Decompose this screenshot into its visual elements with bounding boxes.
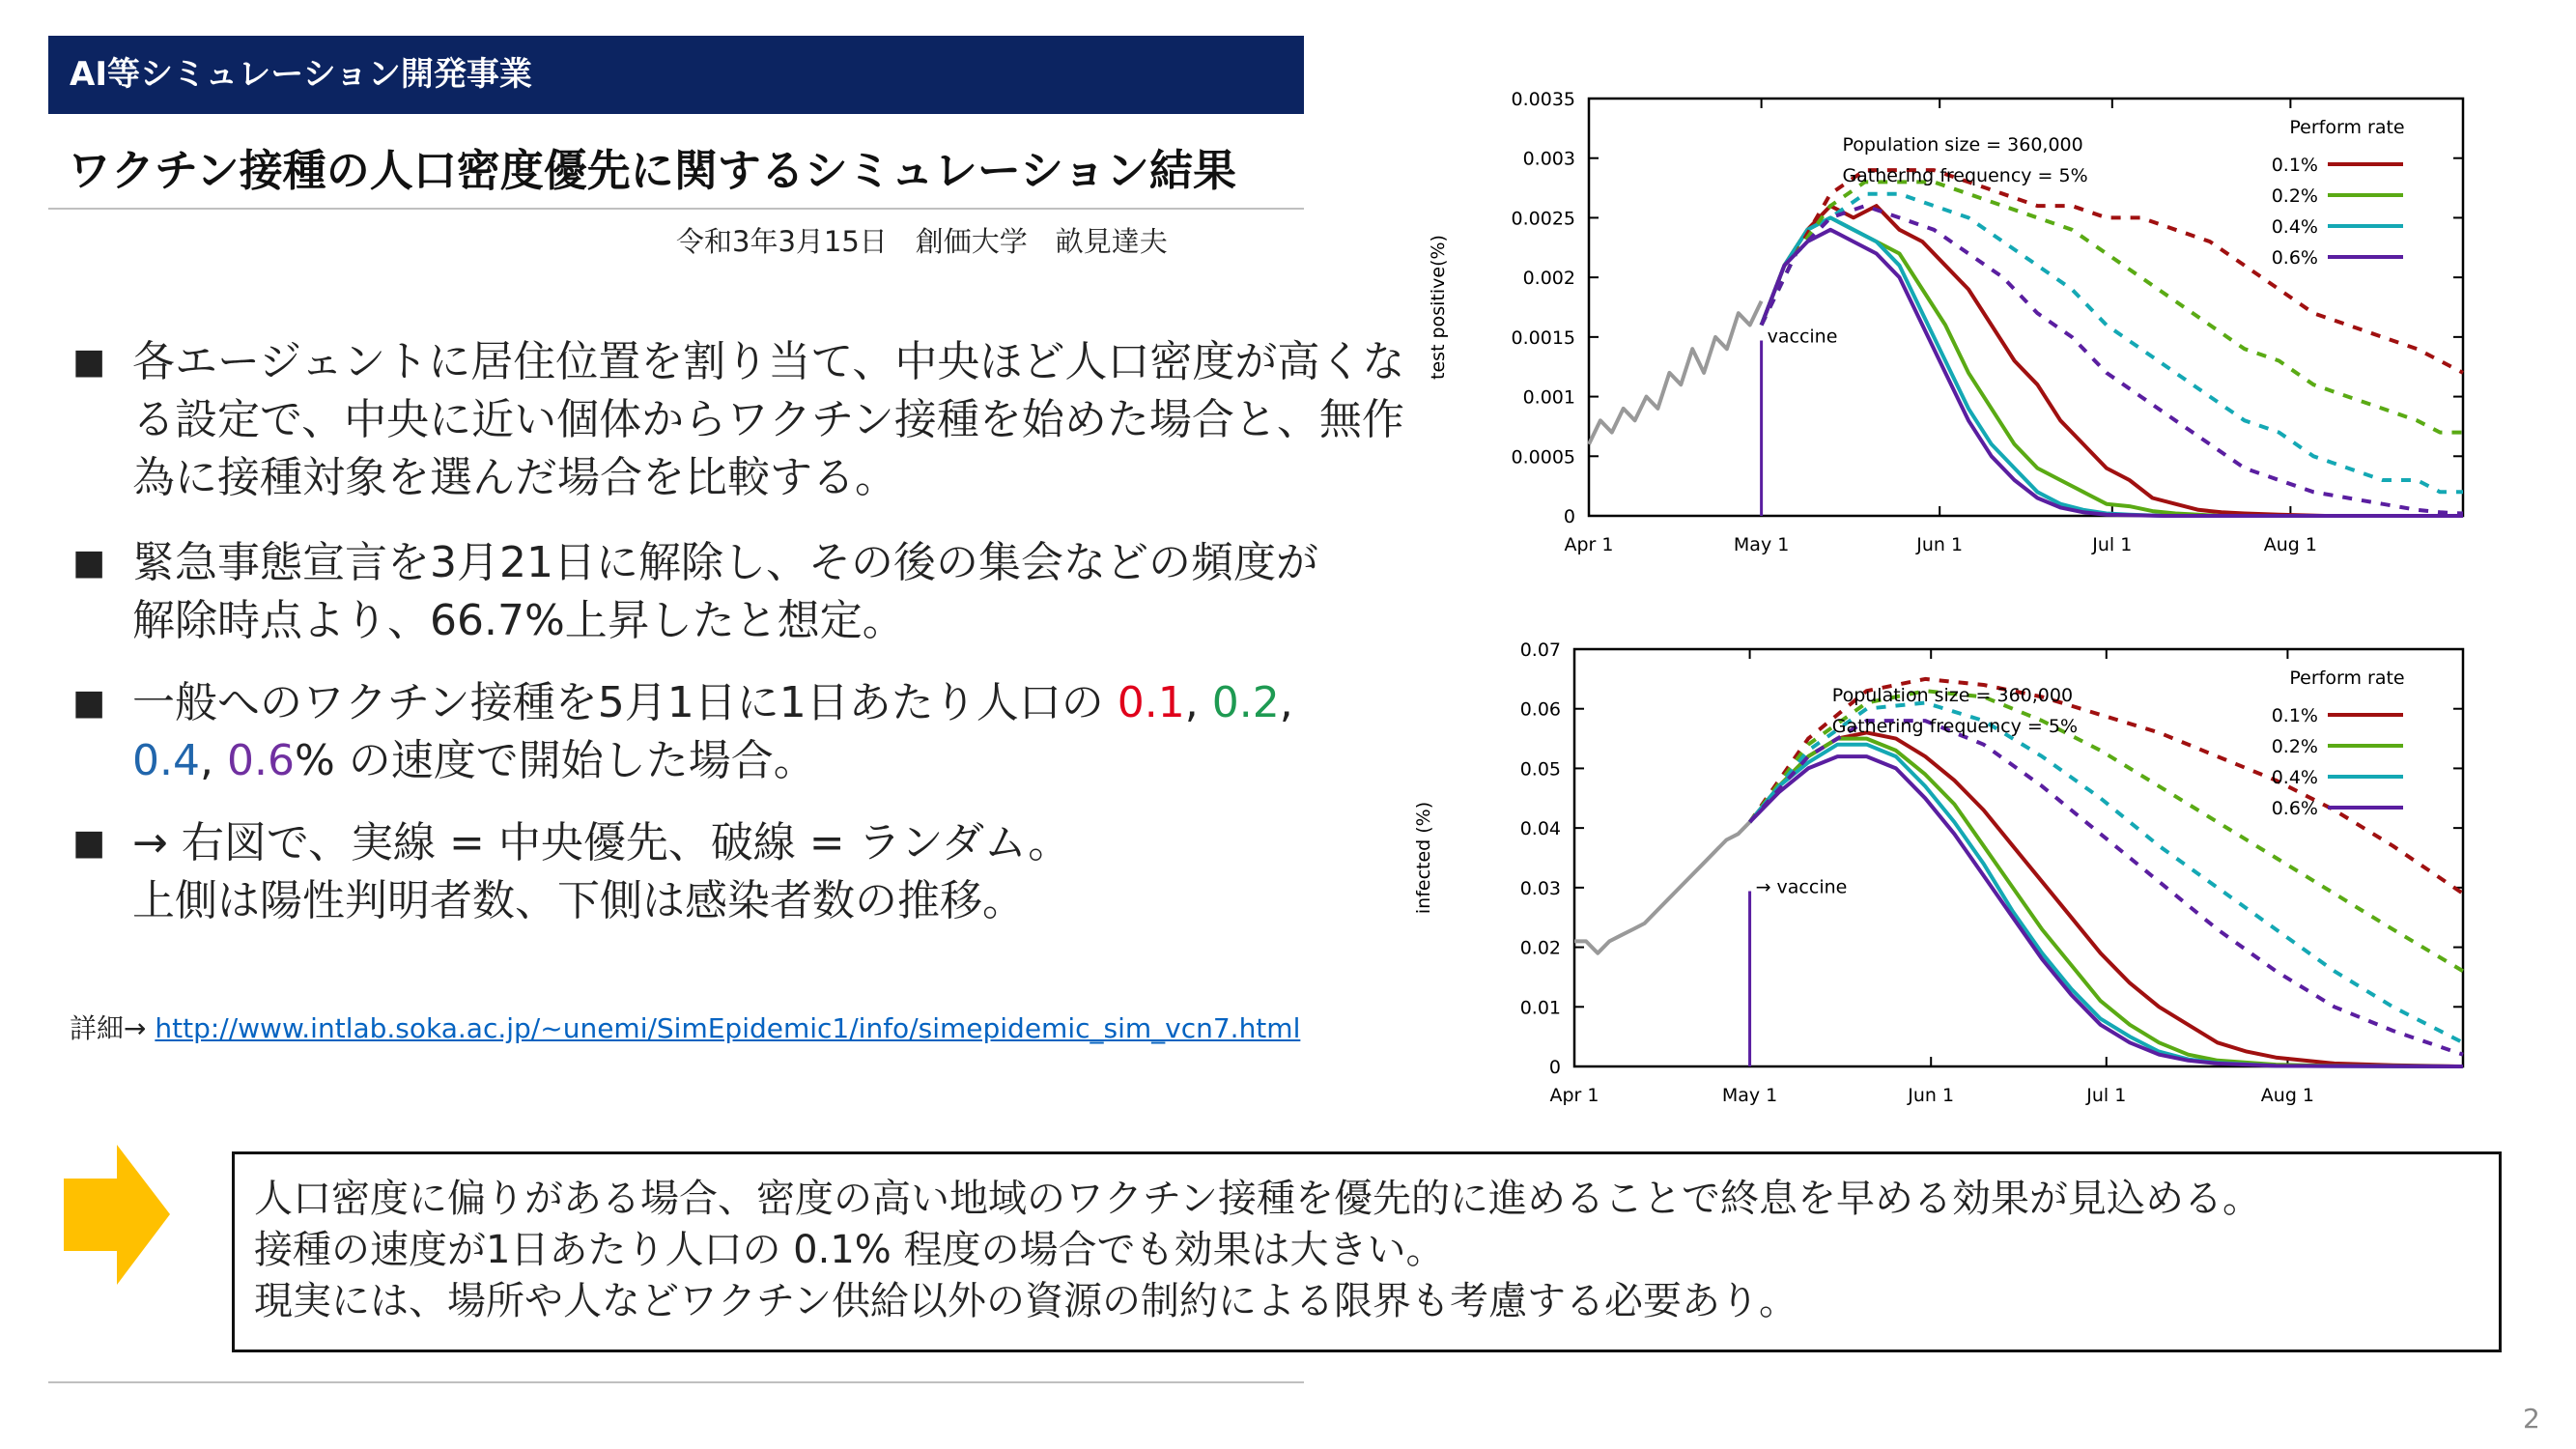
summary-box (232, 1151, 2502, 1352)
series-line-pre-pre (1574, 822, 1750, 953)
y-tick-label: 0 (1563, 506, 1575, 527)
legend-title: Perform rate (2289, 668, 2405, 689)
sep: , (199, 736, 227, 785)
series-line-dashed-0-6pct (1762, 206, 2463, 513)
bullet-marker: ■ (72, 823, 106, 863)
x-tick-label: Aug 1 (2260, 1085, 2315, 1106)
date-author-line: 令和3年3月15日 創価大学 畝見達夫 (676, 225, 1168, 258)
chart-infected (1413, 628, 2550, 1111)
x-tick-label: May 1 (1721, 1085, 1778, 1106)
detail-prefix: 詳細→ (70, 1012, 156, 1044)
chart-test-positive (1420, 77, 2550, 580)
header-bar (48, 36, 1304, 114)
x-tick-label: Jul 1 (2092, 534, 2133, 555)
annotation: Gathering frequency = 5% (1831, 716, 2079, 737)
header-label: AI等シミュレーション開発事業 (70, 55, 532, 94)
detail-line (70, 1008, 1300, 1046)
summary-line-3: 現実には、場所や人などワクチン供給以外の資源の制約による限界も考慮する必要あり。 (254, 1279, 1798, 1323)
legend-label: 0.4% (2271, 216, 2318, 238)
annotation: Gathering frequency = 5% (1842, 165, 2088, 186)
y-tick-label: 0.002 (1522, 268, 1575, 290)
y-tick-label: 0.01 (1519, 997, 1561, 1019)
page-number: 2 (2523, 1403, 2540, 1435)
x-tick-label: Apr 1 (1564, 534, 1614, 555)
annotation: Population size = 360,000 (1842, 134, 2083, 156)
rate-0-2: 0.2 (1211, 678, 1280, 727)
vaccine-label: vaccine (1767, 326, 1838, 348)
y-tick-label: 0.003 (1522, 148, 1575, 170)
bullet-marker: ■ (72, 342, 106, 382)
bullet-2-line-1: 緊急事態宣言を3月21日に解除し、その後の集会などの頻度が (132, 538, 1318, 587)
x-tick-label: Aug 1 (2263, 534, 2317, 555)
series-line-pre-pre (1589, 301, 1762, 444)
plot-frame (1589, 99, 2463, 516)
bullet-1 (72, 333, 1415, 507)
bullet-4-line-1: → 右図で、実線 = 中央優先、破線 = ランダム。 (132, 818, 1071, 867)
y-tick-label: 0.03 (1519, 877, 1561, 899)
legend-label: 0.6% (2271, 798, 2318, 819)
bullet-3-suffix: % の速度で開始した場合。 (294, 736, 816, 785)
series-line-dashed-0-1pct (1762, 170, 2463, 373)
y-tick-label: 0.0025 (1511, 208, 1575, 230)
y-tick-label: 0 (1548, 1057, 1561, 1078)
bullet-1-line-3: 為に接種対象を選んだ場合を比較する。 (132, 453, 897, 502)
x-tick-label: Jun 1 (1908, 1085, 1955, 1106)
rate-0-4: 0.4 (132, 736, 200, 785)
legend-label: 0.4% (2271, 767, 2318, 788)
legend-label: 0.1% (2271, 155, 2318, 176)
legend-label: 0.2% (2271, 736, 2318, 757)
detail-link[interactable]: http://www.intlab.soka.ac.jp/~unemi/SimEpidemic1/info/simepidemic_sim_vcn7.html (155, 1012, 1301, 1044)
y-tick-label: 0.05 (1519, 758, 1561, 781)
legend-label: 0.6% (2271, 247, 2318, 269)
y-tick-label: 0.0035 (1511, 89, 1575, 110)
bullet-2-line-2: 解除時点より、66.7%上昇したと想定。 (132, 596, 905, 645)
page-title: ワクチン接種の人口密度優先に関するシミュレーション結果 (68, 145, 1237, 196)
bottom-divider (48, 1381, 1304, 1383)
x-tick-label: May 1 (1733, 534, 1790, 555)
y-tick-label: 0.0015 (1511, 327, 1575, 349)
y-axis-label: infected (%) (1413, 801, 1434, 915)
x-tick-label: Jun 1 (1916, 534, 1964, 555)
y-tick-label: 0.06 (1519, 698, 1561, 721)
bullet-marker: ■ (72, 683, 106, 723)
y-tick-label: 0.02 (1519, 937, 1561, 959)
legend-label: 0.2% (2271, 185, 2318, 207)
legend-title: Perform rate (2289, 117, 2405, 138)
y-tick-label: 0.001 (1522, 386, 1575, 409)
bullet-3-line-1 (132, 674, 1415, 732)
bullet-4 (72, 814, 1415, 930)
y-tick-label: 0.04 (1519, 818, 1561, 840)
bullet-1-line-2: る設定で、中央に近い個体からワクチン接種を始めた場合と、無作 (132, 395, 1404, 444)
bullet-3 (72, 674, 1415, 790)
x-tick-label: Apr 1 (1549, 1085, 1599, 1106)
sep: , (1279, 678, 1293, 727)
rate-0-1: 0.1 (1117, 678, 1185, 727)
bullet-1-line-1: 各エージェントに居住位置を割り当て、中央ほど人口密度が高くな (132, 337, 1405, 386)
summary-line-2: 接種の速度が1日あたり人口の 0.1% 程度の場合でも効果は大きい。 (254, 1228, 1445, 1272)
bullet-3-line-2 (132, 732, 1415, 790)
arrow-icon (64, 1145, 175, 1285)
bullet-marker: ■ (72, 543, 106, 582)
sep: , (1184, 678, 1212, 727)
series-line-dashed-0-4pct (1750, 703, 2463, 1043)
annotation: Population size = 360,000 (1831, 685, 2074, 706)
bullet-4-line-2: 上側は陽性判明者数、下側は感染者数の推移。 (132, 876, 1025, 925)
x-tick-label: Jul 1 (2086, 1085, 2127, 1106)
bullet-3-prefix: 一般へのワクチン接種を5月1日に1日あたり人口の (132, 678, 1118, 727)
y-axis-label: test positive(%) (1428, 235, 1449, 380)
legend-label: 0.1% (2271, 705, 2318, 726)
rate-0-6: 0.6 (226, 736, 295, 785)
series-line-solid-0-1pct (1762, 206, 2463, 516)
bullet-2 (72, 534, 1415, 650)
vaccine-label: → vaccine (1755, 876, 1848, 898)
title-divider (48, 208, 1304, 210)
y-tick-label: 0.07 (1519, 639, 1561, 661)
y-tick-label: 0.0005 (1511, 446, 1575, 469)
summary-line-1: 人口密度に偏りがある場合、密度の高い地域のワクチン接種を優先的に進めることで終息を早める効果が見込める。 (254, 1177, 2261, 1221)
